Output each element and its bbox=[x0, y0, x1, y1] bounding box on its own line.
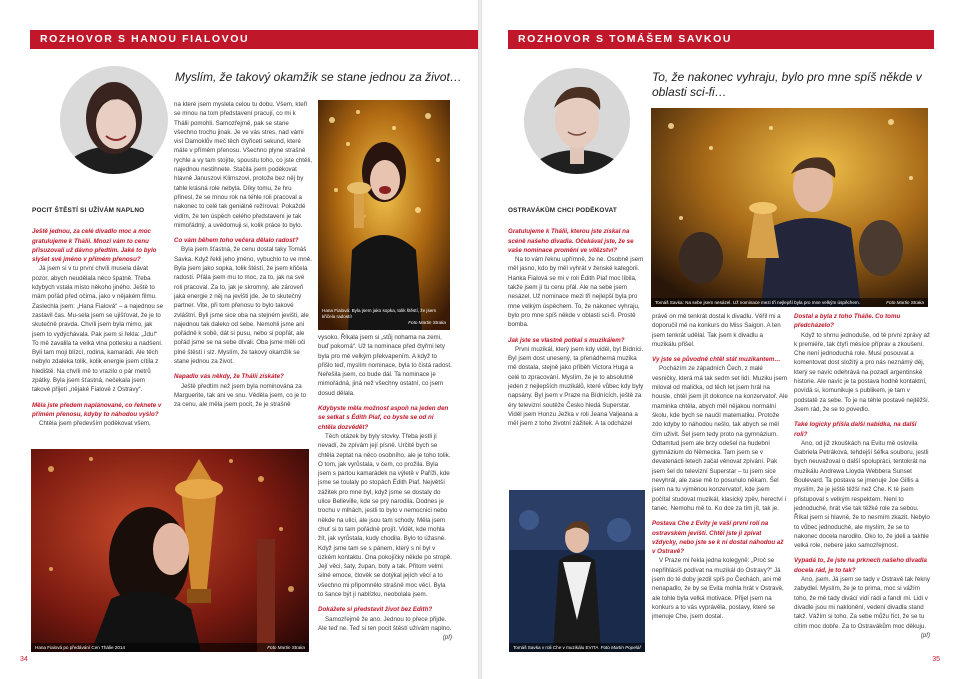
question: Kdybyste měla možnost aspoň na jeden den se setkat s Édith Piaf, co byste se od ní chtěla dozvědět? bbox=[318, 405, 449, 431]
hana-trophy-photo bbox=[318, 100, 450, 330]
left-signature: (pf) bbox=[442, 634, 452, 642]
right-column-3 bbox=[794, 312, 930, 652]
page-number-left: 34 bbox=[20, 656, 28, 663]
answer: vysoko. Říkala jsem si „stůj nohama na zemi, buď pokorná“. Už ta nominace před čtyřmi lety byla pro mě velkým překvapením. A když to přišlo teď, myslím nominace, byla to čistá radost. Neřešila jsem, co bude dál. Ta nominace je mimořádná, jiná než všechny ostatní, co jsem dosud dělala. bbox=[318, 334, 452, 397]
hana-portrait bbox=[60, 66, 168, 174]
tomas-evita-photo bbox=[509, 490, 645, 652]
answer: na které jsem myslela celou tu dobu. Všem, kteří se mnou na tom představení pracují, co mi k Thálii pomohli. Samozřejmě, pak se stane všechno trochu jinak. Je ve vás stres, nad vámi visí Damoklův meč těch čtyřiceti sekund, které máte v přímém přenosu. Všechno plyne strašně rychle a vy tam stojíte, spoustu toho, co jste chtěli, najednou nestihnete. Stačila jsem poděkovat hlavně Januszovi Klimszovi, protože bez něj by tahle krásná role nebyla. Díky tomu, že hru přinesl, že se mnou rok na téhle roli pracoval a nakonec to celé tak geniálně režíroval. Pokaždé vidím, že ten úspěch celého představení je tak mimořádný, a uvědomuji si, kolik práce to bylo. bbox=[174, 101, 312, 229]
right-page bbox=[482, 0, 960, 679]
main-photo-caption: Hana Fialová po předávání Cen Thálie 2014 Foto Martin Straka bbox=[31, 643, 309, 652]
small-photo-caption: Tomáš Savka v roli Che v muzikálu EVITA Foto Martin Popelář bbox=[509, 643, 645, 652]
question: Měla jste předem naplánované, co řeknete v přímém přenosu, kdyby to náhodou vyšlo? bbox=[32, 401, 162, 418]
question: Vy jste se původně chtěl stát muzikantem… bbox=[652, 356, 781, 364]
left-column-3 bbox=[318, 333, 452, 653]
right-signature: (pf) bbox=[920, 631, 930, 639]
answer: Samozřejmě že ano. Jednou to přece přijde. Ale teď ne. Teď si ten pocit štěstí užívám naplno. bbox=[318, 615, 452, 632]
right-banner: ROZHOVOR S TOMÁŠEM SAVKOU bbox=[508, 30, 934, 49]
answer: První muzikál, který jsem kdy viděl, byl Bídníci. Byl jsem dost unesený, ta přenádherná muzika mě dostala, stejně jako příběh Victora Huga a celé to zpracování. Myslím, že je to absolutně jeden z nejlepších muzikálů, které vůbec kdy byly napsány. Byl jsem v Praze na Bídnících, ještě za éry televizní soutěže Česko hledá Superstar. Viděl jsem Honzu Ježka v roli Jeana Valjeana a měl jsem z toho životní zážitek. A ta odcházel bbox=[508, 345, 644, 428]
answer: Já jsem si v tu první chvíli musela dávat pozor, abych neudělala něco špatně. Třeba kdybych vstala místo někoho jiného. Ještě to mám pořád před očima, jako v nějakém filmu. Zaslechla jsem: „Hana Fialová“ – a najednou se zastavil čas. Mu-sela jsem se ujišťovat, že je to skutečně pravda. Chvíli jsem byla mimo, jak jsem to vydýchávala. Pak jsem si řekla: „Jdu!“ To mě zavalila ta velká vlna potlesku a nadšení. Byli tam moji blízcí, rodina, kamarádi. Ale těch nebylo zdaleka tolik, kolik energie jsem cítila z hlediště. Na chvíli mě to vrazilo o pár metrů zpátky. Byla jsem šťastná, nečekala jsem takové přijetí „nějaké Fialové z Ostravy“. bbox=[32, 265, 164, 394]
question: Co vám během toho večera dělalo radost? bbox=[174, 237, 299, 245]
left-column-1 bbox=[32, 206, 164, 446]
answer: Chtěla jsem především poděkovat všem, bbox=[39, 420, 151, 428]
question: Gratulujeme k Thálii, kterou jste získal na scéně našeho divadla. Očekával jste, že se vaše nominace promění ve vítězství? bbox=[508, 228, 634, 254]
left-page bbox=[0, 0, 478, 679]
question: Napadlo vás někdy, že Thálii získáte? bbox=[174, 373, 284, 381]
right-column-2 bbox=[652, 312, 788, 652]
left-title: Myslím, že takový okamžik se stane jednou za život… bbox=[175, 70, 462, 84]
left-banner: ROZHOVOR S HANOU FIALOVOU bbox=[30, 30, 478, 49]
answer: Těch otázek by byly stovky. Třeba jestli jí nevadí, že zpívám její písně. Určitě bych se chtěla zeptat na něco osobního, ale je toho tolik. O tom, jak vyrůstala, v čem, co prožila. Byla jsem s partou kamarádek na výletě v Paříži, kde jsme se toulaly po stopách Édith Piaf. Největší zážitek pro mne byl, když jsme se dostaly do ulice Belleville, kde se prý narodila. Dodnes je trochu v mlhách, jestli to bylo v nemocnici nebo někde na ulici, ale jsou tam schody. Měla jsem chuť si to tam pořádně projít. Vidět, kde mohla žít, jak vyrůstala, kudy chodila. Bylo to úžasné. Když jsme tam se s pánem, který s ní byl v úzkém kontaktu. Ona pokojíčky někde po stropě. Její věci, šaty, župan, boty a tak. Přitom velmi silné emoce, člověk se dotýkal jejích věcí a to všechno mi připomnělo strašně moc věcí. Byla to šance být ji nablízku, neobolala jsem. bbox=[318, 432, 452, 599]
question: Jak jste se vlastně potkal s muzikálem? bbox=[508, 336, 625, 344]
tomas-portrait bbox=[524, 68, 630, 174]
answer: právě on mě tenkrát dostal k divadlu. Věřil mi a doporučil mě na konkurs do Miss Saigon. A ten jsem tenkrát udělal. Tak jsem k divadlu a muzikálu přišel. bbox=[652, 313, 781, 348]
answer: Ještě předtím než jsem byla nominována za Marguerite, tak ani ve snu. Věděla jsem, co je to za cenu, ale měla jsem pocit, že je strašně bbox=[174, 382, 307, 409]
answer: Na to vám řeknu upřímně, že ne. Osobně jsem měl jasno, kdo by měl vyhrát v ženské kategorii. Hanka Fialová se mi v roli Édith Piaf moc líbila, takže jsem jí tu cenu přál. Ale na sebe jsem nesázel. Už nominace mezi tři nejlepší byla pro mne velkým úspěchem. To, že nakonec vyhraju, bylo pro mne spíš někde v oblasti sci-fi. Prostě bomba. bbox=[508, 256, 644, 329]
answer: Byla jsem šťastná, že cenu dostal taky Tomáš Savka. Když řekli jeho jméno, vybuchlo to ve mně. Byla jsem jako sopka, tolik štěstí, že jsem křičela radostí. Přála jsem mu to moc, za to, jak na své roli pracoval. Za to, jak je skromný, ale zároveň jaká energie z něj na jevišti jde. Je to skutečný partner. Vite, při tom přenosu to bylo takové zvláštní. Byli jsme sice oba na stejném jevišti, ale najednou tak daleko od sebe. Nemohli jsme ani pořádně k sobě, dát si pusu, nebo si popřát, ale pořád jsme se na sebe dívali. Oba jsme měli oči plné štěstí i slz. Myslím, že takový okamžik se stane jednou za život. bbox=[174, 246, 312, 366]
hana-kiss-photo bbox=[31, 449, 309, 652]
question: Ještě jednou, za celé divadlo moc a moc gratulujeme k Thálii. Mnozí vám to cenu přisuzovali už dávno předtím. Jaké to bylo slyšet své jméno v přímém přenosu? bbox=[32, 228, 157, 264]
question: Dokážete si představit život bez Edith? bbox=[318, 606, 433, 614]
answer: Pocházím ze západních Čech, z malé vesničky, která má tak sedm set lidí. Muziku jsem miloval od malička, od těch let jsem hrál na housle, chtěl jsem jít dokonce na konzervatoř. Ale maminka chtěla, abych měl nějakou normální školu, kde bych se naučil matematiku. Protože zdo kdyby to náhodou nešlo, tak abych se měl čím uživit. Šel jsem tedy proto na gymnázium. Odtamtud jsem ale brzy odešel na hudební gymnázium do Německa. Tam jsem se v devatenácti letech začal věnovat zpívání. Pak jsem šel do televizní Superstar – tu jsem sice nevyhrál, ale zase mě to posunulo někam. Šel jsem na tu výměnou konzervatoř, kde jsem počítal studovat muzikál, klasický zpěv, herectví i tanec. Nemohu mě to. Ko dce za tím jít, tak je. bbox=[652, 365, 788, 512]
right-title: To, že nakonec vyhraju, bylo pro mne spíš někde v oblasti sci-fi… bbox=[652, 70, 922, 99]
question: Vypadá to, že jste na prknech našeho divadla docela rád, je to tak? bbox=[794, 557, 927, 574]
right-column-1 bbox=[508, 206, 644, 446]
answer: V Praze mi řekla jedna kolegyně: „Proč se nepřihlásíš podívat na muzikál do Ostravy?“ Já jsem do té doby jezdil spíš po Čechách, ani mě nenapadlo, že by se Evita mohla hrát v Ostravě, ale tohle byla velká motivace. Přijel jsem na konkurs a to vás vyprávěla, postavy, které se jmenuje Che, jsem dostal. bbox=[652, 557, 784, 621]
left-column-2 bbox=[174, 100, 312, 445]
answer: Ano, jsem. Já jsem se tady v Ostravě tak řekny zabydlel. Myslím, že je to prima, moc si vážím toho, že mě tady divácí vidí rádi a fandí mi. Lidi v divadle jsou mi naklonění, vedení divadla stand takž. Vážím si toho. Za sebe můžu říct, že se tu cítím moc dobře. Za to Ostravákům moc děkuju. bbox=[794, 576, 930, 630]
page-number-right: 35 bbox=[932, 656, 940, 663]
answer: Když to shrnu jednoduše, od té první zprávy až k premiéře, tak čtyři měsíce příprav a zkoušení. Che není jednoduchá role. Musí posouvat a komentovat dost složitý a pro nás neznámý děj, který se navíc odehrává na pozadí argentinské historie. Ale navíc je ta postava hodně kontaktní, povídá si, komunikuje s publikem, je tam v podstatě za sebe. To je na téhle postavě nejtěžší. Jsem rád, že se to povedlo. bbox=[794, 331, 930, 413]
question: Také logicky přišla další nabídka, na další roli? bbox=[794, 421, 917, 438]
left-section-heading: POCIT ŠTĚSTÍ SI UŽÍVÁM NAPLNO bbox=[32, 207, 145, 214]
question: Dostal a byla z toho Thálie. Co tomu předcházelo? bbox=[794, 313, 901, 330]
answer: Ano, od již zkouškách na Evitu mě oslovila Gabriela Petráková, tehdejší šéfka souboru, jestli bych neuvažoval o další spolupráci, tentokrát na muzikálu Andrewa Lloyda Webbera Sunset Boulevard. Ta postava se jmenuje Joe Gillis a myslím, že je ještě těžší než Che. K té jsem přistupoval s velkým respektem. Není to jednoduché, hrát vše tak těžké role za sebou. Říkal jsem si hlavně, že to nesmím zkazit. Nebylo to vůbec jednoduché, ale myslím, že se to nakonec docela narodilo. Oko to, že jdeli a takhle velká role, nebere jako samozřejmost. bbox=[794, 439, 930, 550]
right-section-heading: OSTRAVÁKŮM CHCI PODĚKOVAT bbox=[508, 207, 618, 214]
tomas-trophy-photo bbox=[651, 108, 928, 307]
right-main-caption: Tomáš Savka: Na sebe jsem nesázel. Už nominace mezi tři nejlepší byla pro mne velkým úspěchem. Foto Martin Straka bbox=[651, 298, 928, 307]
question: Postava Che z Evity je vaší první rolí na ostravském jevišti. Chtěl jste ji zpívat vždycky, nebo jste se k ní dostal náhodou až v Ostravě? bbox=[652, 520, 784, 556]
top-photo-caption: Hana Fialová: Byla jsem jako sopka, tolik štěstí, že jsem křičela radostí! Foto Martin Straka bbox=[322, 308, 446, 325]
